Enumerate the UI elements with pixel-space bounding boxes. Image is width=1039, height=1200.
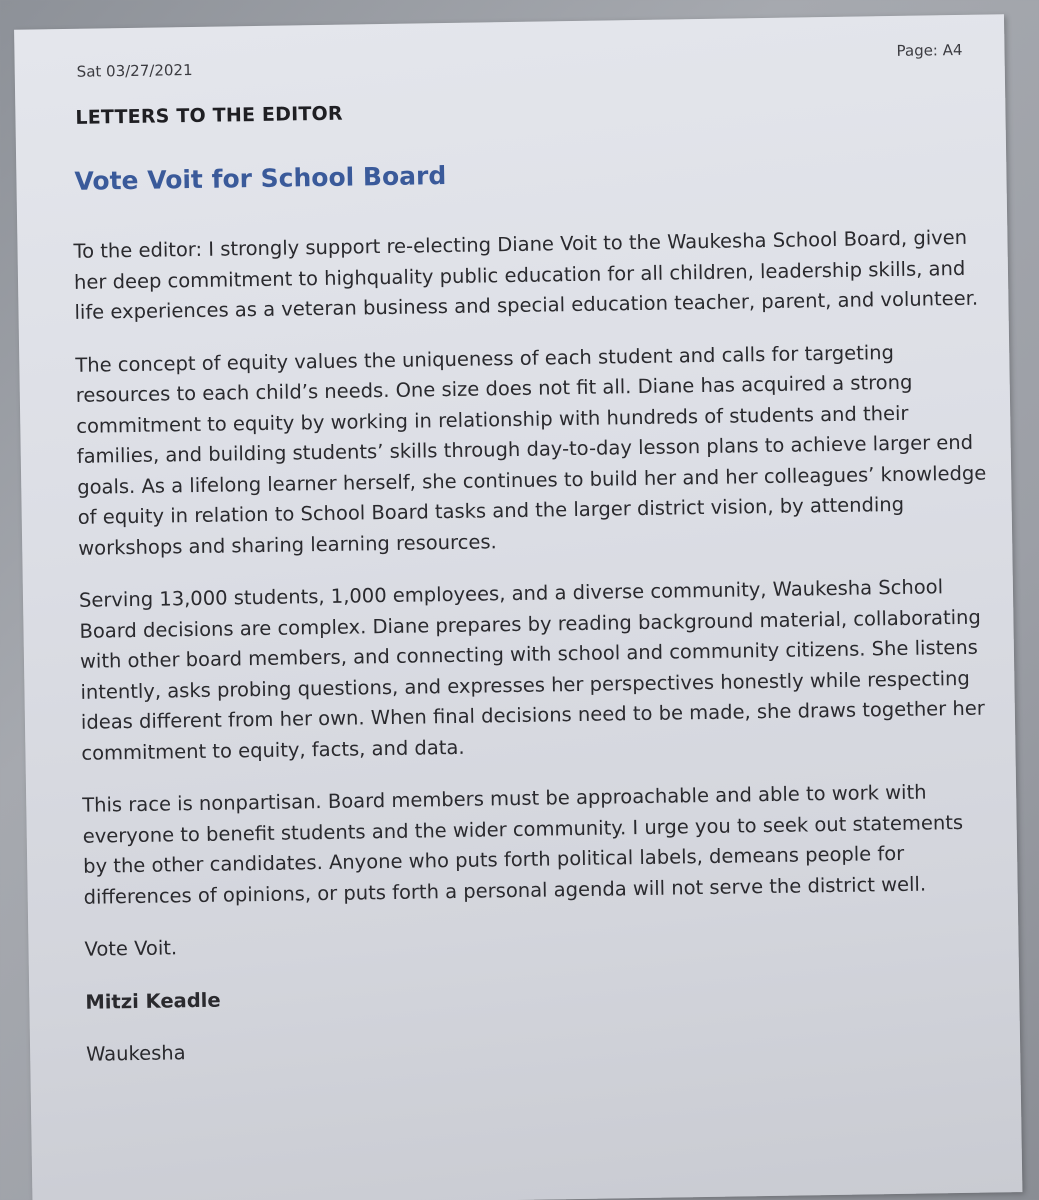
article-headline: Vote Voit for School Board bbox=[74, 161, 447, 196]
newspaper-printout bbox=[14, 14, 1022, 1200]
paragraph-3: Serving 13,000 students, 1,000 employees, and a diverse community, Waukesha School Board decisions are complex. Diane prepares by reading background material, collaborating with other board members, and connecting with school and community citizens. She listens intently, asks probing questions, and expresses her perspectives honestly while respecting ideas different from her own. When final decisions need to be made, she draws together her commitment to equity, facts, and data. bbox=[78, 575, 985, 765]
paragraph-1: To the editor: I strongly support re-electing Diane Voit to the Waukesha School Board, given her deep commitment to highquality public education for all children, leadership skills, and life experiences as a veteran business and special education teacher, parent, and volunteer. bbox=[73, 225, 979, 324]
section-label: LETTERS TO THE EDITOR bbox=[75, 102, 343, 129]
print-date: Sat 03/27/2021 bbox=[76, 60, 193, 81]
sign-off: Vote Voit. bbox=[84, 936, 178, 961]
article-body bbox=[73, 223, 996, 1093]
author-name: Mitzi Keadle bbox=[85, 988, 221, 1014]
page-number: Page: A4 bbox=[896, 40, 963, 60]
author-location: Waukesha bbox=[85, 1041, 186, 1066]
paragraph-4: This race is nonpartisan. Board members must be approachable and able to work with everyone to benefit students and the wider community. I urge you to seek out statements by the other candidates. Anyone who puts forth political labels, demeans people for differences of opinions, or puts forth a personal agenda will not serve the district well. bbox=[82, 780, 964, 909]
paragraph-2: The concept of equity values the uniqueness of each student and calls for targeting resources to each child’s needs. One size does not fit all. Diane has acquired a strong commitment to equity by working in relationship with hundreds of students and their families, and building students’ skills through day-to-day lesson plans to achieve larger end goals. As a lifelong learner herself, she continues to build her and her colleagues’ knowledge of equity in relation to School Board tasks and the larger district vision, by attending workshops and sharing learning resources. bbox=[75, 340, 987, 560]
